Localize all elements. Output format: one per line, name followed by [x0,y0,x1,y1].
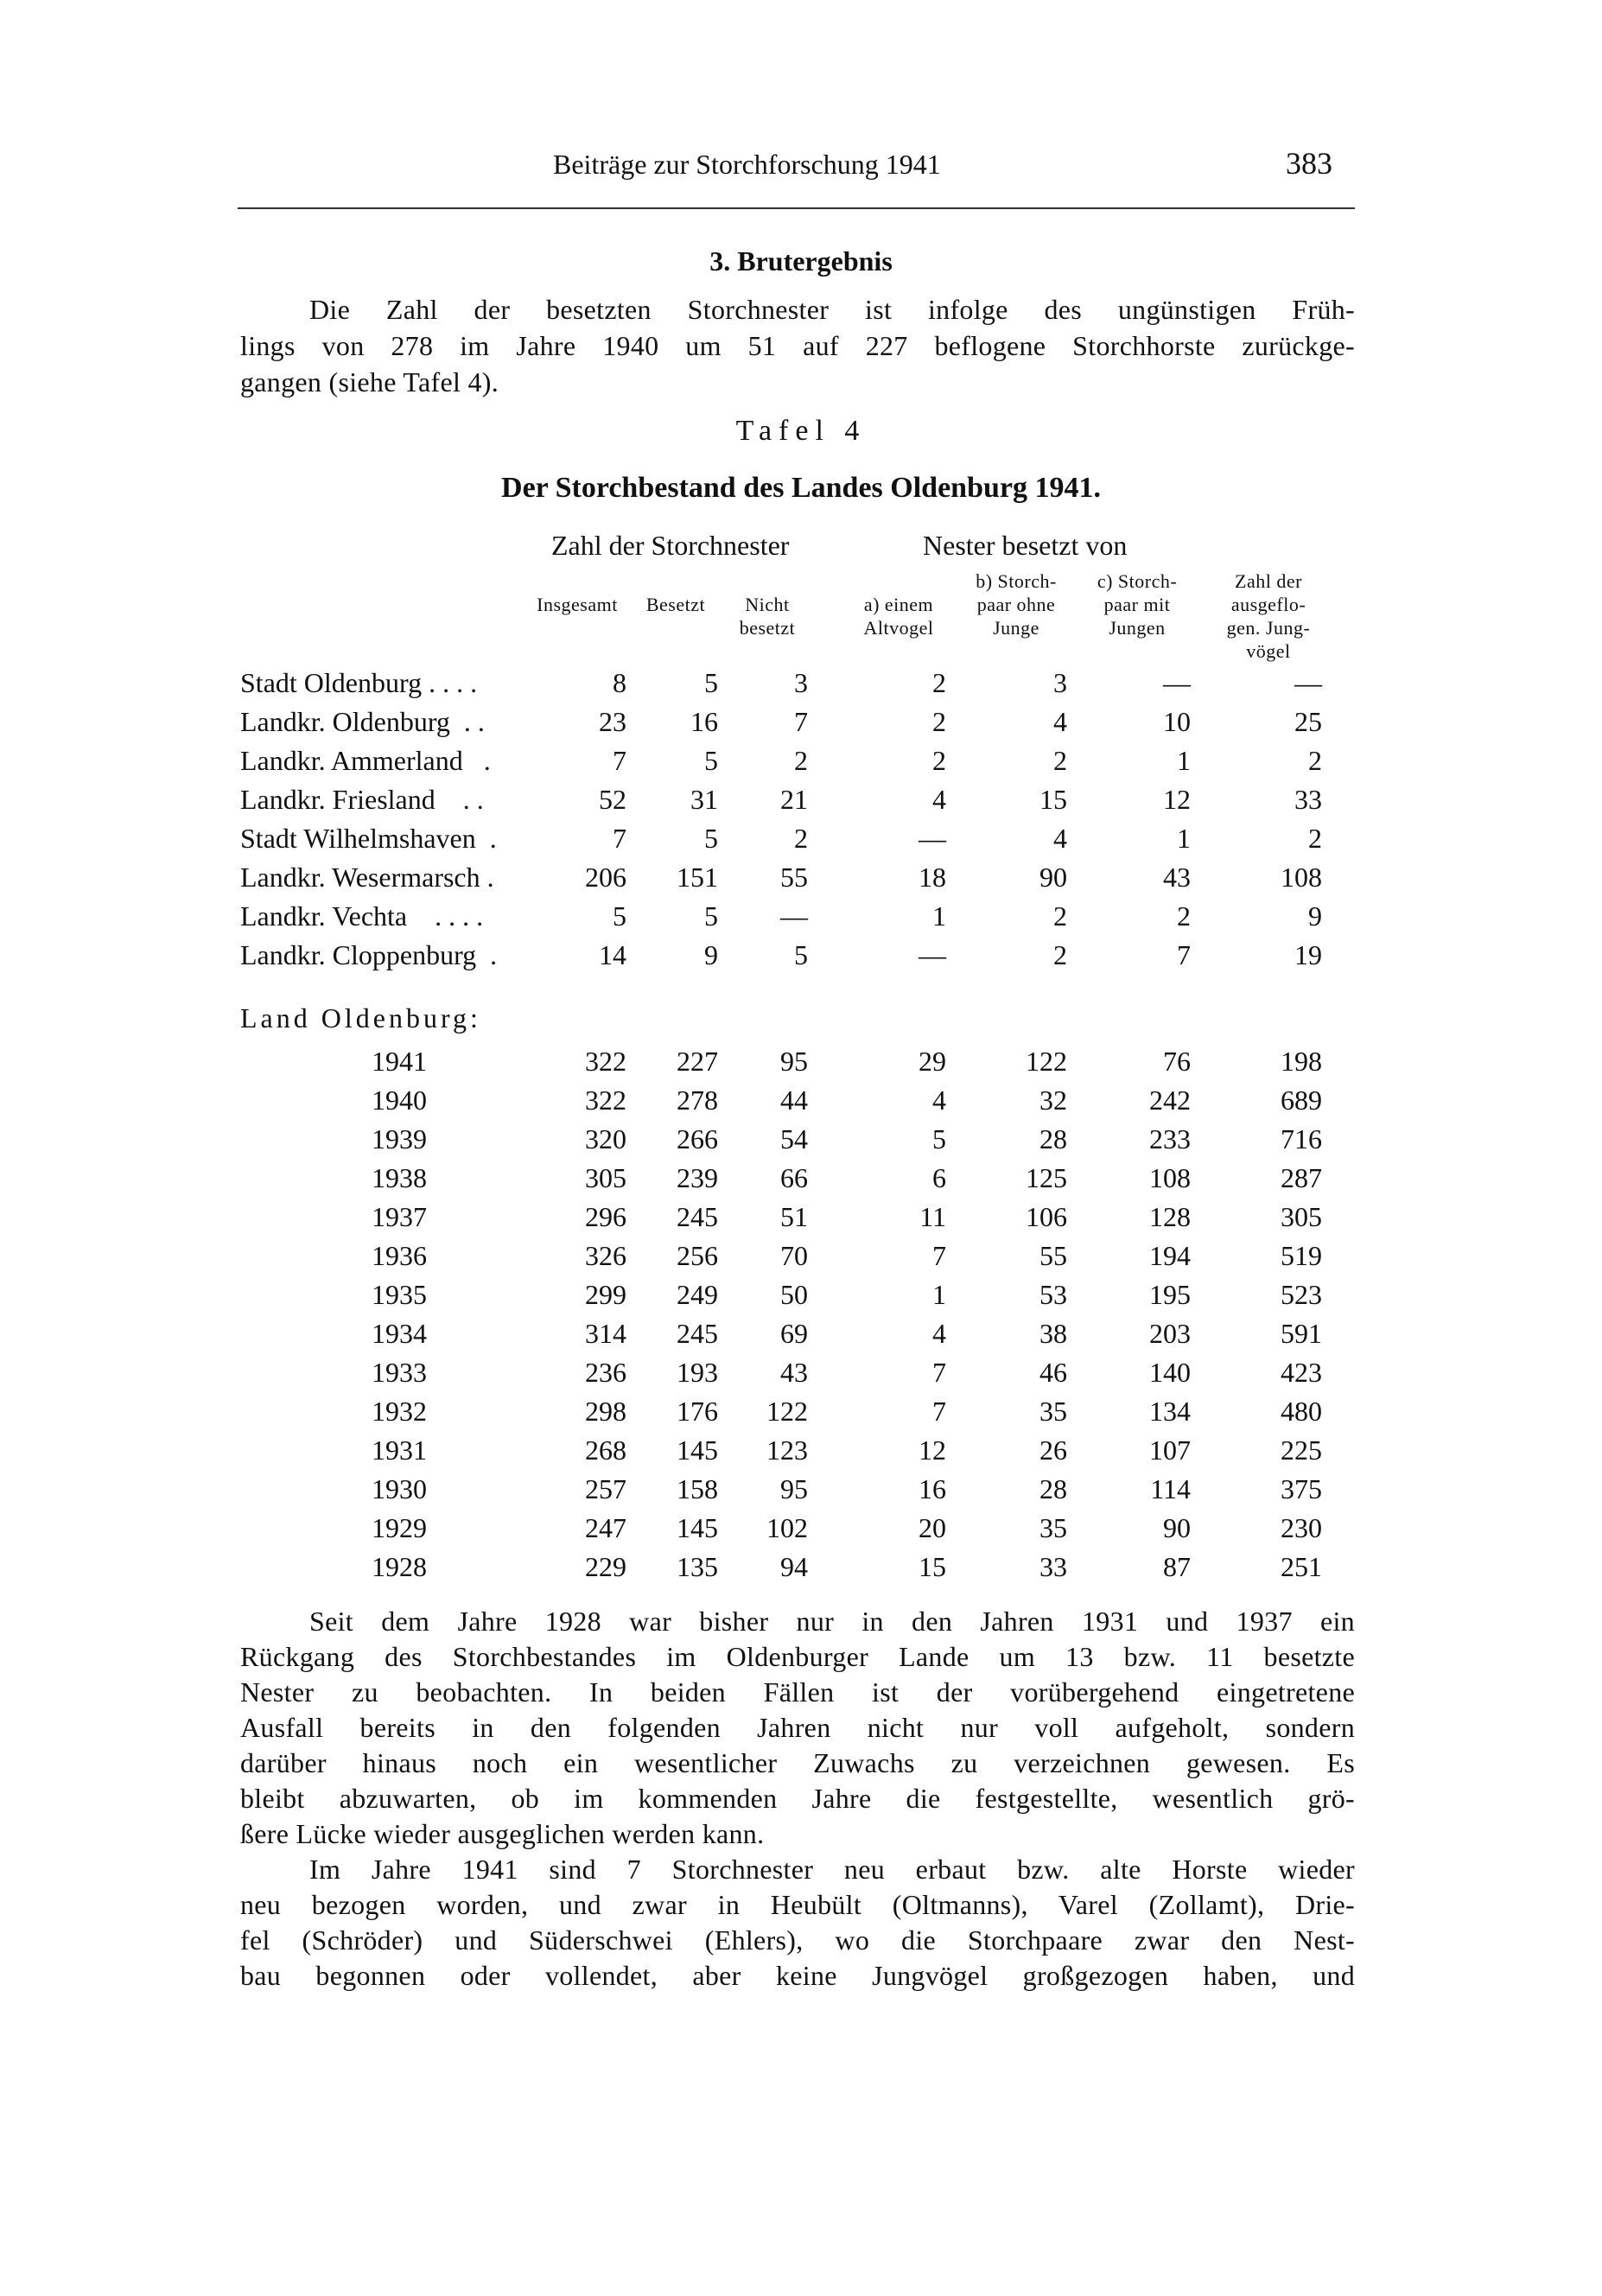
table-cell: 236 [585,1357,626,1388]
table-row [0,939,1602,977]
table-cell: 287 [1281,1162,1322,1193]
table-cell: 122 [1026,1046,1067,1077]
page-number: 383 [1286,146,1332,181]
table-cell: 95 [780,1046,808,1077]
table-cell: 4 [932,1318,946,1349]
table-cell: 7 [932,1357,946,1388]
table-cell: 29 [919,1046,946,1077]
table-cell: 7 [932,1396,946,1427]
table-cell: 70 [780,1240,808,1271]
table-cell: 108 [1281,862,1322,893]
table-cell: 18 [919,862,946,893]
table-cell: 7 [613,745,626,776]
table-cell: 12 [919,1434,946,1466]
table-cell: 135 [677,1551,718,1582]
table-cell: 33 [1294,784,1322,815]
text-line: lings von 278 im Jahre 1940 um 51 auf 227 beflogene Storchhorste zurückge- [240,330,1355,361]
table-cell: 15 [919,1551,946,1582]
region-name: Landkr. Ammerland . [240,745,491,776]
table-cell: 227 [677,1046,718,1077]
table-cell: 523 [1281,1279,1322,1310]
table-cell: 46 [1039,1357,1067,1388]
column-header: c) Storch- [1097,570,1178,592]
table-cell: 251 [1281,1551,1322,1582]
table-cell: 16 [690,706,718,737]
table-cell: — [919,939,946,970]
region-name: Landkr. Friesland . . [240,784,484,815]
table-row [0,1434,1602,1472]
table-cell: 2 [1177,900,1191,932]
column-header: Insgesamt [537,594,618,615]
table-cell: 225 [1281,1434,1322,1466]
header-rule [238,207,1355,209]
table-cell: 247 [585,1512,626,1543]
text-line: fel (Schröder) und Süderschwei (Ehlers), wo die Storchpaare zwar den Nest- [240,1924,1355,1956]
table-cell: 43 [1163,862,1191,893]
table-cell: 375 [1281,1473,1322,1504]
table-row [0,1512,1602,1550]
table-cell: 95 [780,1473,808,1504]
table-cell: 43 [780,1357,808,1388]
table-cell: 5 [794,939,808,970]
table-cell: 20 [919,1512,946,1543]
year-label: 1935 [372,1279,427,1310]
table-cell: 242 [1149,1084,1191,1116]
column-header: paar ohne [976,594,1056,615]
text-line: gangen (siehe Tafel 4). [240,366,499,398]
table-row [0,862,1602,900]
table-cell: 69 [780,1318,808,1349]
table-cell: 278 [677,1084,718,1116]
table-cell: 206 [585,862,626,893]
table-row [0,1240,1602,1278]
text-line: neu bezogen worden, und zwar in Heubült (Oltmanns), Varel (Zollamt), Drie- [240,1889,1355,1920]
table-cell: 7 [1177,939,1191,970]
column-header: Besetzt [645,594,706,615]
group-header-occupied-by: Nester besetzt von [923,530,1128,561]
table-cell: 19 [1294,939,1322,970]
text-line: Im Jahre 1941 sind 7 Storchnester neu erbaut bzw. alte Horste wieder [309,1854,1355,1885]
year-label: 1928 [372,1551,427,1582]
region-name: Landkr. Oldenburg . . [240,706,485,737]
year-label: 1930 [372,1473,427,1504]
table-cell: 7 [932,1240,946,1271]
table-cell: 44 [780,1084,808,1116]
year-label: 1933 [372,1357,427,1388]
table-row [0,667,1602,705]
table-cell: 151 [677,862,718,893]
table-cell: 87 [1163,1551,1191,1582]
table-cell: 193 [677,1357,718,1388]
table-cell: 31 [690,784,718,815]
year-label: 1938 [372,1162,427,1193]
table-cell: 90 [1039,862,1067,893]
table-cell: 3 [794,667,808,698]
table-cell: 2 [932,667,946,698]
table-cell: 2 [794,745,808,776]
table-cell: 305 [1281,1201,1322,1232]
table-cell: 32 [1039,1084,1067,1116]
table-cell: 53 [1039,1279,1067,1310]
table-cell: 5 [613,900,626,932]
table-cell: 9 [704,939,718,970]
table-cell: 4 [932,784,946,815]
table-cell: 7 [613,823,626,854]
table-cell: — [1163,667,1191,698]
table-cell: 76 [1163,1046,1191,1077]
year-label: 1940 [372,1084,427,1116]
table-cell: 195 [1149,1279,1191,1310]
region-name: Landkr. Wesermarsch . [240,862,494,893]
table-cell: 4 [1053,706,1067,737]
table-cell: 107 [1149,1434,1191,1466]
table-row [0,900,1602,938]
column-header: gen. Jung- [1226,617,1311,639]
table-cell: 122 [766,1396,808,1427]
table-cell: 52 [599,784,626,815]
region-name: Stadt Wilhelmshaven . [240,823,497,854]
column-header: b) Storch- [976,570,1057,592]
table-cell: 125 [1026,1162,1067,1193]
table-cell: 10 [1163,706,1191,737]
table-cell: 2 [1053,939,1067,970]
table-cell: 9 [1308,900,1322,932]
table-row [0,1162,1602,1200]
table-cell: — [919,823,946,854]
table-cell: 245 [677,1201,718,1232]
table-cell: 54 [780,1123,808,1154]
region-name: Stadt Oldenburg . . . . [240,667,478,698]
table-row [0,1279,1602,1317]
table-cell: 266 [677,1123,718,1154]
table-cell: 12 [1163,784,1191,815]
table-cell: 140 [1149,1357,1191,1388]
year-label: 1934 [372,1318,427,1349]
table-cell: 106 [1026,1201,1067,1232]
table-cell: 145 [677,1434,718,1466]
table-cell: 256 [677,1240,718,1271]
table-cell: 3 [1053,667,1067,698]
text-line: Die Zahl der besetzten Storchnester ist infolge des ungünstigen Früh- [309,294,1355,325]
table-cell: 423 [1281,1357,1322,1388]
table-cell: 230 [1281,1512,1322,1543]
text-line: darüber hinaus noch ein wesentlicher Zuwachs zu verzeichnen gewesen. Es [240,1747,1355,1778]
table-cell: 2 [932,745,946,776]
table-cell: 123 [766,1434,808,1466]
table-cell: 35 [1039,1512,1067,1543]
table-cell: — [780,900,808,932]
running-title: Beiträge zur Storchforschung 1941 [553,149,941,180]
table-cell: 25 [1294,706,1322,737]
table-row [0,1396,1602,1434]
column-header: Altvogel [863,617,934,639]
table-cell: 14 [599,939,626,970]
table-cell: 239 [677,1162,718,1193]
table-cell: 5 [704,900,718,932]
table-cell: 314 [585,1318,626,1349]
table-row [0,1084,1602,1123]
table-cell: 2 [1308,823,1322,854]
table-cell: 245 [677,1318,718,1349]
table-cell: 108 [1149,1162,1191,1193]
table-cell: 5 [704,823,718,854]
table-cell: 591 [1281,1318,1322,1349]
table-cell: 326 [585,1240,626,1271]
year-label: 1941 [372,1046,427,1077]
table-cell: 305 [585,1162,626,1193]
table-cell: 8 [613,667,626,698]
table-cell: 2 [932,706,946,737]
column-header: Jungen [1109,617,1166,639]
text-line: Rückgang des Storchbestandes im Oldenburger Lande um 13 bzw. 11 besetzte [240,1641,1355,1672]
table-cell: 249 [677,1279,718,1310]
year-label: 1931 [372,1434,427,1466]
text-line: Nester zu beobachten. In beiden Fällen ist der vorübergehend eingetretene [240,1676,1355,1708]
table-cell: 23 [599,706,626,737]
column-header: vögel [1246,640,1291,662]
table-title: Der Storchbestand des Landes Oldenburg 1941. [501,472,1101,504]
table-cell: 2 [1053,900,1067,932]
column-header: ausgeflo- [1230,594,1306,615]
table-row [0,1551,1602,1589]
column-header: Nicht [745,594,790,615]
table-cell: 5 [932,1123,946,1154]
table-cell: 2 [1308,745,1322,776]
table-cell: 28 [1039,1123,1067,1154]
table-cell: 4 [932,1084,946,1116]
table-cell: 4 [1053,823,1067,854]
table-cell: 519 [1281,1240,1322,1271]
table-cell: 114 [1150,1473,1191,1504]
table-cell: 33 [1039,1551,1067,1582]
table-cell: 320 [585,1123,626,1154]
table-row [0,784,1602,822]
table-row [0,1123,1602,1161]
table-row [0,1473,1602,1511]
table-cell: 299 [585,1279,626,1310]
table-cell: 21 [780,784,808,815]
land-oldenburg-label: Land Oldenburg: [240,1002,481,1034]
table-cell: 158 [677,1473,718,1504]
section-heading: 3. Brutergebnis [709,245,893,277]
column-header: paar mit [1103,594,1171,615]
table-cell: 2 [1053,745,1067,776]
table-cell: 689 [1281,1084,1322,1116]
table-cell: 203 [1149,1318,1191,1349]
table-row [0,1318,1602,1356]
table-cell: 94 [780,1551,808,1582]
table-cell: 6 [932,1162,946,1193]
table-cell: 176 [677,1396,718,1427]
table-cell: 15 [1039,784,1067,815]
table-cell: 1 [1177,823,1191,854]
table-row [0,1201,1602,1239]
table-cell: 50 [780,1279,808,1310]
table-cell: 145 [677,1512,718,1543]
table-cell: 7 [794,706,808,737]
table-cell: 38 [1039,1318,1067,1349]
table-cell: 66 [780,1162,808,1193]
table-cell: 296 [585,1201,626,1232]
table-cell: 257 [585,1473,626,1504]
year-label: 1939 [372,1123,427,1154]
table-row [0,1046,1602,1084]
year-label: 1936 [372,1240,427,1271]
table-cell: 35 [1039,1396,1067,1427]
table-cell: 1 [932,1279,946,1310]
table-cell: 55 [780,862,808,893]
table-cell: 268 [585,1434,626,1466]
table-label: Tafel 4 [735,415,867,447]
table-cell: 1 [1177,745,1191,776]
column-header: Zahl der [1235,570,1302,592]
text-line: Seit dem Jahre 1928 war bisher nur in den Jahren 1931 und 1937 ein [309,1606,1355,1637]
text-line: bleibt abzuwarten, ob im kommenden Jahre die festgestellte, wesentlich grö- [240,1783,1355,1814]
table-cell: 28 [1039,1473,1067,1504]
table-cell: 2 [794,823,808,854]
year-label: 1932 [372,1396,427,1427]
table-cell: 229 [585,1551,626,1582]
year-label: 1937 [372,1201,427,1232]
table-cell: 322 [585,1046,626,1077]
table-cell: 26 [1039,1434,1067,1466]
table-row [0,1357,1602,1395]
table-cell: 716 [1281,1123,1322,1154]
column-header: Junge [993,617,1039,639]
region-name: Landkr. Vechta . . . . [240,900,484,932]
text-line: Ausfall bereits in den folgenden Jahren nicht nur voll aufgeholt, sondern [240,1712,1355,1743]
table-row [0,706,1602,744]
table-cell: 102 [766,1512,808,1543]
table-cell: 5 [704,667,718,698]
table-row [0,823,1602,861]
table-cell: 322 [585,1084,626,1116]
table-cell: 5 [704,745,718,776]
table-cell: 233 [1149,1123,1191,1154]
text-line: ßere Lücke wieder ausgeglichen werden kann. [240,1818,765,1849]
table-cell: 134 [1149,1396,1191,1427]
table-cell: 128 [1149,1201,1191,1232]
region-name: Landkr. Cloppenburg . [240,939,498,970]
column-header: besetzt [739,617,796,639]
table-cell: 90 [1163,1512,1191,1543]
table-cell: 298 [585,1396,626,1427]
table-cell: 1 [932,900,946,932]
table-row [0,745,1602,783]
table-cell: 480 [1281,1396,1322,1427]
table-cell: 16 [919,1473,946,1504]
column-header: a) einem [863,594,934,615]
table-cell: 198 [1281,1046,1322,1077]
year-label: 1929 [372,1512,427,1543]
table-cell: 11 [919,1201,946,1232]
table-cell: 194 [1149,1240,1191,1271]
group-header-nest-count: Zahl der Storchnester [551,530,790,561]
table-cell: 55 [1039,1240,1067,1271]
table-cell: — [1294,667,1322,698]
table-cell: 51 [780,1201,808,1232]
text-line: bau begonnen oder vollendet, aber keine Jungvögel großgezogen haben, und [240,1960,1355,1991]
